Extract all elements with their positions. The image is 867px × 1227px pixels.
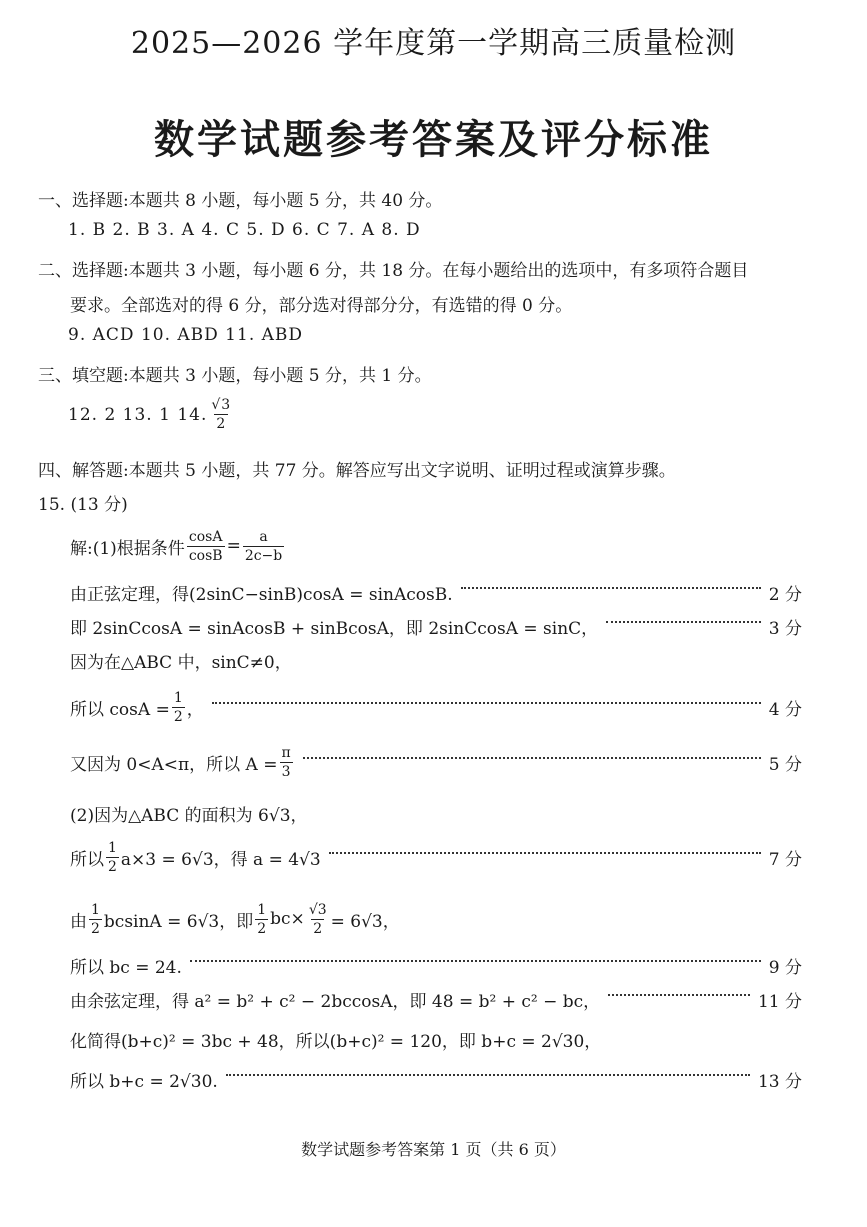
fraction: $\frac{a}{2c-b}$ xyxy=(244,528,283,564)
document-title: 数学试题参考答案及评分标准 xyxy=(154,116,713,163)
section2-answers: 9. ACD 10. ABD 11. ABD xyxy=(68,325,304,345)
solution-line-13: 所以 b+c = 2√30. 13 分 xyxy=(70,1065,802,1093)
dot-leader xyxy=(608,994,750,996)
score-points: 13 分 xyxy=(757,1071,802,1092)
dot-leader xyxy=(190,960,761,962)
dot-leader xyxy=(606,621,761,623)
section2-heading-line1: 二、选择题:本题共 3 小题，每小题 6 分，共 18 分。在每小题给出的选项中，有多项符合题目 xyxy=(38,261,749,281)
fraction: $\frac{1}{2}$ xyxy=(108,839,117,875)
section1-answers: 1. B 2. B 3. A 4. C 5. D 6. C 7. A 8. D xyxy=(68,220,421,240)
score-points: 7 分 xyxy=(768,849,802,870)
solution-line-10: 所以 bc = 24. 9 分 xyxy=(70,951,802,979)
solution-line-11: 由余弦定理，得 a² = b² + c² − 2bccosA，即 48 = b² + c² − bc， 11 分 xyxy=(70,985,802,1013)
section4-heading: 四、解答题:本题共 5 小题，共 77 分。解答应写出文字说明、证明过程或演算步骤。 xyxy=(38,461,676,481)
fraction: $\frac{\pi}{3}$ xyxy=(281,744,291,780)
dot-leader xyxy=(212,702,761,704)
solution-line-3: 即 2sinCcosA = sinAcosB + sinBcosA，即 2sinCcosA = sinC， 3 分 xyxy=(70,612,802,640)
solution-line-7: (2)因为△ABC 的面积为 6√3， xyxy=(70,805,308,826)
dot-leader xyxy=(461,587,761,589)
solution-line-1: 解:(1)根据条件 $\frac{\cos A}{\cos B}$ = $\frac{a}{2c-b}$ xyxy=(70,528,283,564)
score-points: 11 分 xyxy=(757,991,802,1012)
score-points: 3 分 xyxy=(768,618,802,639)
section3-heading: 三、填空题:本题共 3 小题，每小题 5 分，共 1 分。 xyxy=(38,366,432,386)
solution-line-5: 所以 cosA = $\frac{1}{2}$ ， 4 分 xyxy=(70,689,802,725)
fraction: $\frac{1}{2}$ xyxy=(173,689,183,725)
fraction: $\frac{1}{2}$ xyxy=(91,901,100,937)
solution-line-8: 所以 $\frac{1}{2}$ a×3 = 6√3，得 a = 4√3 7 分 xyxy=(70,839,802,875)
page-footer: 数学试题参考答案第 1 页（共 6 页） xyxy=(301,1140,566,1159)
fraction: $\frac{√3}{2}$ xyxy=(308,901,327,937)
solution-line-6: 又因为 0<A<π，所以 A = $\frac{\pi}{3}$ 5 分 xyxy=(70,744,802,780)
section2-heading-line2: 要求。全部选对的得 6 分，部分选对得部分分，有选错的得 0 分。 xyxy=(70,296,573,316)
score-points: 9 分 xyxy=(768,957,802,978)
solution-line-4: 因为在△ABC 中，sinC≠0， xyxy=(70,652,292,673)
score-points: 5 分 xyxy=(768,754,802,775)
score-points: 4 分 xyxy=(768,699,802,720)
question15-label: 15. (13 分) xyxy=(38,495,128,515)
score-points: 2 分 xyxy=(768,584,802,605)
dot-leader xyxy=(303,757,761,759)
section3-answers-text: 12. 2 13. 1 14. xyxy=(68,404,208,425)
section3-answers xyxy=(68,398,235,431)
section1-heading: 一、选择题:本题共 8 小题，每小题 5 分，共 40 分。 xyxy=(38,191,443,211)
solution-line-12: 化简得(b+c)² = 3bc + 48，所以(b+c)² = 120，即 b+c = 2√30， xyxy=(70,1031,602,1052)
fraction: $\frac{1}{2}$ xyxy=(257,901,267,937)
dot-leader xyxy=(329,852,761,854)
fraction: $\frac{√3}{2}$ xyxy=(211,397,232,432)
exam-header-title: 2025—2026 学年度第一学期高三质量检测 xyxy=(130,26,737,61)
solution-line-9: 由 $\frac{1}{2}$ bcsinA = 6√3，即 $\frac{1}{2}$ bc× $\frac{√3}{2}$ = 6√3， xyxy=(70,901,400,937)
fraction: $\frac{\cos A}{\cos B}$ xyxy=(188,528,223,564)
solution-line-2: 由正弦定理，得(2sinC−sinB)cosA = sinAcosB. 2 分 xyxy=(70,578,802,606)
dot-leader xyxy=(226,1074,750,1076)
